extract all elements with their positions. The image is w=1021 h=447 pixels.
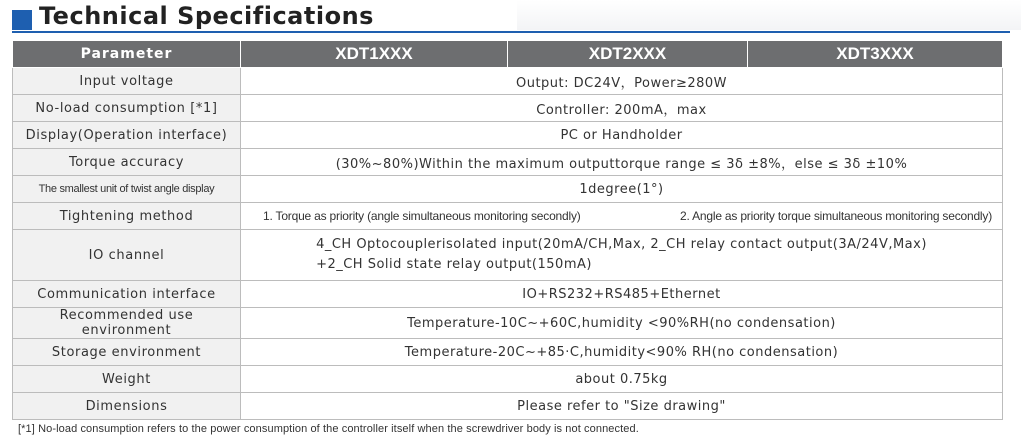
column-header-xdt3: XDT3XXX [748,41,1003,68]
table-row [13,308,1003,339]
section-header [12,0,1012,34]
row-label: The smallest unit of twist angle display [13,176,241,203]
row-label: IO channel [13,230,241,281]
table-row [13,281,1003,308]
table-row [13,95,1003,122]
row-label: Display(Operation interface) [13,122,241,149]
page-title: Technical Specifications [39,2,374,30]
row-value: Controller: 200mA，max [241,95,1003,122]
title-underline [12,31,1010,33]
table-row [13,203,1003,230]
header-fade [517,0,1021,30]
row-value: Output: DC24V，Power≥280W [241,68,1003,95]
table-row [13,339,1003,366]
row-value: IO+RS232+RS485+Ethernet [241,281,1003,308]
column-header-parameter: Parameter [13,41,241,68]
row-value: PC or Handholder [241,122,1003,149]
column-header-xdt2: XDT2XXX [508,41,748,68]
row-value: Temperature-10C~+60C,humidity <90%RH(no condensation) [241,308,1003,339]
io-line-2: +2_CH Solid state relay output(150mA) [316,257,592,272]
table-header-row [13,41,1003,68]
row-label: Torque accuracy [13,149,241,176]
row-value: 1degree(1°) [241,176,1003,203]
row-label: Tightening method [13,203,241,230]
row-value: Temperature-20C~+85·C,humidity<90% RH(no condensation) [241,339,1003,366]
table-row [13,176,1003,203]
row-label: No-load consumption [*1] [13,95,241,122]
row-label: Weight [13,366,241,393]
io-line-1: 4_CH Optocouplerisolated input(20mA/CH,Max, 2_CH relay contact output(3A/24V,Max) [316,237,927,252]
tightening-option-torque: 1. Torque as priority (angle simultaneous monitoring secondly) [263,209,581,223]
table-row [13,68,1003,95]
row-value [241,230,1003,281]
row-value: about 0.75kg [241,366,1003,393]
table-row [13,230,1003,281]
row-value [241,203,1003,230]
table-row [13,393,1003,420]
row-label: Input voltage [13,68,241,95]
column-header-xdt1: XDT1XXX [241,41,508,68]
table-row [13,366,1003,393]
tightening-option-angle: 2. Angle as priority torque simultaneous monitoring secondly) [680,209,992,223]
row-label: Recommended use environment [13,308,241,339]
footnote: [*1] No-load consumption refers to the power consumption of the controller itself when the screwdriver body is not connected. [18,423,639,435]
row-label: Storage environment [13,339,241,366]
row-label: Communication interface [13,281,241,308]
row-value: Please refer to "Size drawing" [241,393,1003,420]
table-row [13,122,1003,149]
title-square-icon [12,10,32,30]
table-row [13,149,1003,176]
spec-table [12,40,1003,420]
row-value: (30%~80%)Within the maximum outputtorque range ≤ 3δ ±8%，else ≤ 3δ ±10% [241,149,1003,176]
row-label: Dimensions [13,393,241,420]
